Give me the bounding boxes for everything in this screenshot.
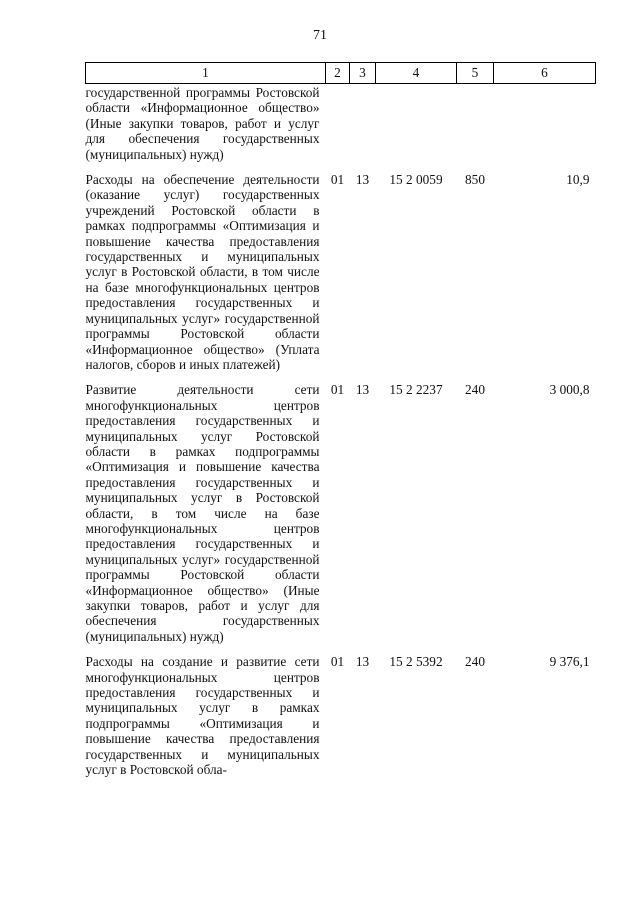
table-row-continuation (86, 84, 596, 173)
header-col-4: 4 (376, 63, 457, 84)
header-col-1: 1 (86, 63, 326, 84)
row-subsection-code: 13 (355, 172, 370, 188)
page-number: 71 (313, 28, 327, 43)
row-section-code: 01 (330, 382, 345, 398)
row-subsection-code: 13 (355, 382, 370, 398)
table-row (86, 654, 596, 787)
row-target-code: 15 2 0059 (389, 172, 443, 188)
row-expense-type: 850 (465, 172, 485, 188)
table-row (86, 172, 596, 382)
budget-table (85, 62, 596, 787)
row-description: Развитие деятельности сети многофункциональных центров предоставления государственных и муниципальных услуг Ростовской области в рамках подпрограммы «Оптимизация и повышение качества предоставления государственных и муниципальных услуг в Ростовской области, в том числе на базе многофункциональных центров предоставления государственных и муниципальных услуг» государственной программы Ростовской области «Информационное общество» (Иные закупки товаров, работ и услуг для обеспечения государственных (муниципальных) нужд) (85, 382, 320, 644)
continuation-text: государственной программы Ростовской области «Информационное общество» (Иные закупки товаров, работ и услуг для обеспечения государственных (муниципальных) нужд) (85, 85, 320, 162)
row-target-code: 15 2 2237 (389, 382, 443, 398)
row-expense-type: 240 (465, 382, 485, 398)
row-amount: 10,9 (566, 172, 590, 188)
row-target-code: 15 2 5392 (389, 654, 443, 670)
table-header-row (86, 63, 596, 84)
row-description: Расходы на создание и развитие сети многофункциональных центров предоставления государственных и муниципальных услуг в рамках подпрограммы «Оптимизация и повышение качества предоставления государственных и муниципальных услуг в Ростовской обла- (85, 654, 320, 778)
header-col-3: 3 (350, 63, 376, 84)
row-section-code: 01 (330, 172, 345, 188)
row-description: Расходы на обеспечение деятельности (оказание услуг) государственных учреждений Ростовской области в рамках подпрограммы «Оптимизация и повышение качества предоставления государственных и муниципальных услуг в Ростовской области, в том числе на базе многофункциональных центров предоставления государственных и муниципальных услуг» государственной программы Ростовской области «Информационное общество» (Уплата налогов, сборов и иных платежей) (85, 172, 320, 372)
table-row (86, 382, 596, 654)
row-section-code: 01 (330, 654, 345, 670)
row-amount: 3 000,8 (549, 382, 590, 398)
row-subsection-code: 13 (355, 654, 370, 670)
header-col-5: 5 (457, 63, 494, 84)
row-amount: 9 376,1 (549, 654, 590, 670)
header-col-6: 6 (494, 63, 596, 84)
row-expense-type: 240 (465, 654, 485, 670)
header-col-2: 2 (326, 63, 350, 84)
